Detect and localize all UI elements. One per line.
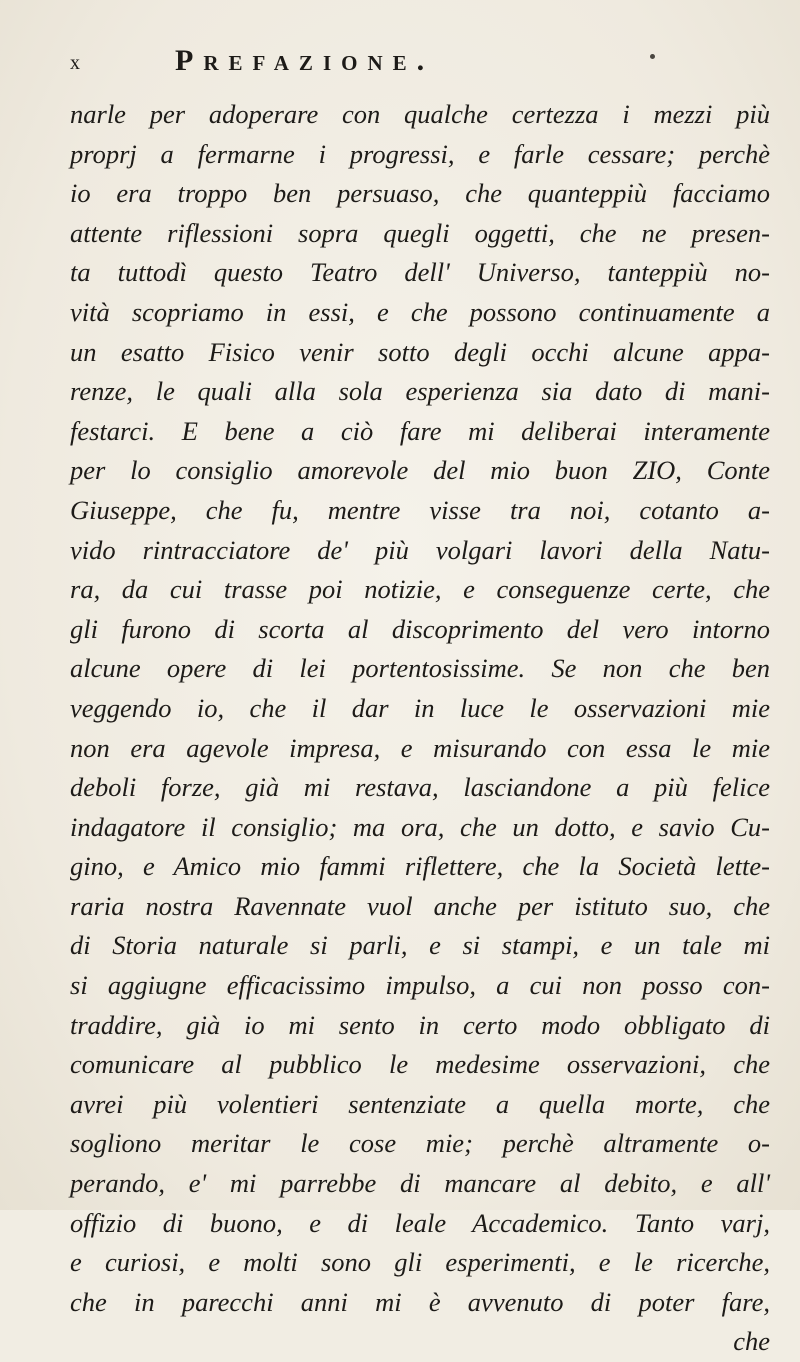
text-line: che in parecchi anni mi è avvenuto di poter fare, — [70, 1286, 770, 1317]
text-line: comunicare al pubblico le medesime osservazioni, che — [70, 1049, 770, 1080]
page-number: x — [70, 52, 80, 74]
text-line: un esatto Fisico venir sotto degli occhi alcune appa- — [70, 336, 770, 367]
text-line: offizio di buono, e di leale Accademico. Tanto varj, — [70, 1207, 770, 1238]
text-line: narle per adoperare con qualche certezza i mezzi più — [70, 99, 770, 129]
text-line: e curiosi, e molti sono gli esperimenti, e le ricerche, — [70, 1247, 770, 1278]
text-line: indagatore il consiglio; ma ora, che un dotto, e savio Cu- — [70, 811, 770, 842]
text-line: ta tuttodì questo Teatro dell' Universo, tanteppiù no- — [70, 257, 770, 288]
text-line: si aggiugne efficacissimo impulso, a cui non posso con- — [70, 970, 770, 1001]
text-line: non era agevole impresa, e misurando con essa le mie — [70, 732, 770, 763]
text-line: di Storia naturale si parli, e si stampi, e un tale mi — [70, 930, 770, 961]
text-line: raria nostra Ravennate vuol anche per istituto suo, che — [70, 890, 770, 921]
text-line: deboli forze, già mi restava, lasciandone a più felice — [70, 772, 770, 803]
text-line: per lo consiglio amorevole del mio buon ZIO, Conte — [70, 455, 770, 486]
text-line: gino, e Amico mio fammi riflettere, che la Società lette- — [70, 851, 770, 882]
text-line: attente riflessioni sopra quegli oggetti, che ne presen- — [70, 217, 770, 248]
text-line: avrei più volentieri sentenziate a quella morte, che — [70, 1088, 770, 1119]
text-line: veggendo io, che il dar in luce le osservazioni mie — [70, 692, 770, 723]
text-line: alcune opere di lei portentosissime. Se non che ben — [70, 653, 770, 684]
text-line: traddire, già io mi sento in certo modo obbligato di — [70, 1009, 770, 1040]
body-text — [70, 95, 770, 1362]
text-line: gli furono di scorta al discoprimento del vero intorno — [70, 613, 770, 644]
text-line: sogliono meritar le cose mie; perchè altramente o- — [70, 1128, 770, 1159]
page-header — [0, 44, 800, 84]
text-line: perando, e' mi parrebbe di mancare al debito, e all' — [70, 1168, 770, 1199]
text-line: vità scopriamo in essi, e che possono continuamente a — [70, 296, 770, 327]
text-line: renze, le quali alla sola esperienza sia dato di mani- — [70, 376, 770, 407]
text-line: proprj a fermarne i progressi, e farle cessare; perchè — [70, 138, 770, 169]
text-line: io era troppo ben persuaso, che quanteppiù facciamo — [70, 178, 770, 209]
ink-speck — [650, 54, 655, 59]
text-line: vido rintracciatore de' più volgari lavori della Natu- — [70, 534, 770, 565]
text-line: festarci. E bene a ciò fare mi deliberai interamente — [70, 415, 770, 446]
text-line: ra, da cui trasse poi notizie, e conseguenze certe, che — [70, 574, 770, 605]
running-head: Prefazione. — [175, 44, 435, 77]
text-line: Giuseppe, che fu, mentre visse tra noi, cotanto a- — [70, 494, 770, 525]
catchword: che — [733, 1326, 770, 1357]
